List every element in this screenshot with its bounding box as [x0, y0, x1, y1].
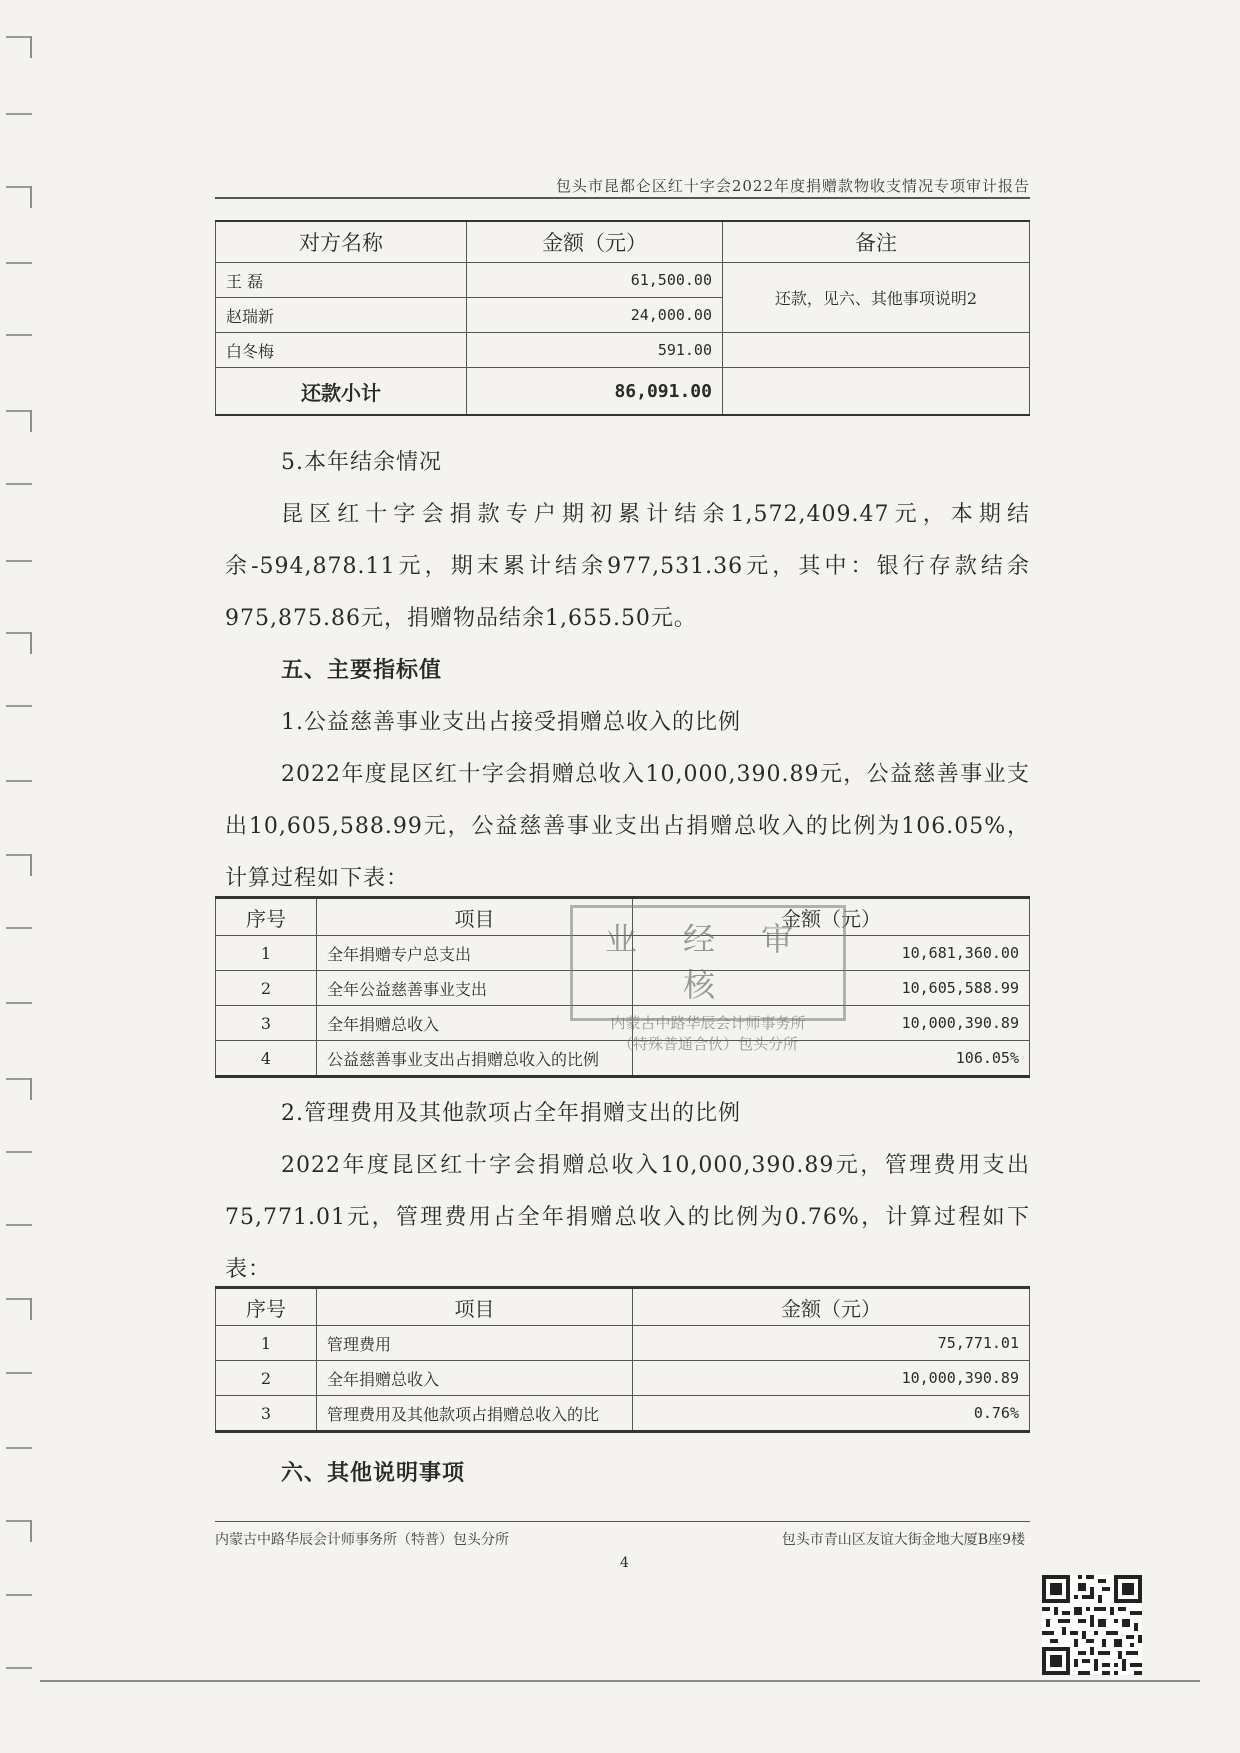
- counterparty-name: 王 磊: [216, 263, 467, 298]
- table-row: [216, 263, 1030, 298]
- amount-cell: 106.05%: [633, 1041, 1030, 1077]
- indicator1-title: 1.公益慈善事业支出占接受捐赠总收入的比例: [281, 710, 741, 735]
- binding-marks: [0, 0, 40, 1753]
- footer-address: 包头市青山区友谊大街金地大厦B座9楼: [781, 1532, 1025, 1548]
- qr-code-icon: [1042, 1575, 1142, 1675]
- other-matters-heading: 六、其他说明事项: [281, 1461, 466, 1486]
- row-number: 4: [216, 1041, 317, 1077]
- amount-cell: 0.76%: [633, 1396, 1030, 1432]
- amount-cell: 10,000,390.89: [633, 1006, 1030, 1041]
- table-row: [216, 333, 1030, 368]
- amount-cell: 61,500.00: [467, 263, 723, 298]
- column-header: 序号: [216, 898, 317, 936]
- remark-cell: 还款，见六、其他事项说明2: [723, 263, 1030, 333]
- row-number: 1: [216, 936, 317, 971]
- table-row: [216, 1361, 1030, 1396]
- stamp-title: 业 经 审 核: [604, 920, 812, 1004]
- indicator2-table: [215, 1286, 1030, 1433]
- row-number: 1: [216, 1326, 317, 1361]
- page-number: 4: [620, 1555, 629, 1571]
- repayment-table: [215, 220, 1030, 416]
- item-cell: 全年公益慈善事业支出: [317, 971, 633, 1006]
- column-header: 序号: [216, 1288, 317, 1326]
- amount-cell: 10,681,360.00: [633, 936, 1030, 971]
- section5-text: 昆区红十字会捐款专户期初累计结余1,572,409.47元，本期结余-594,878.11元，期末累计结余977,531.36元，其中：银行存款结余975,875.86元，捐赠物品结余1,655.50元。: [225, 502, 1030, 631]
- subtotal-label: 还款小计: [216, 368, 467, 416]
- main-indicators-heading: 五、主要指标值: [281, 658, 443, 683]
- column-header: 项目: [317, 898, 633, 936]
- subtotal-amount: 86,091.00: [467, 368, 723, 416]
- row-number: 2: [216, 971, 317, 1006]
- column-header: 金额（元）: [633, 1288, 1030, 1326]
- column-header: 金额（元）: [633, 898, 1030, 936]
- column-header: 备注: [723, 221, 1030, 263]
- stamp-branch: （特殊普通合伙）包头分所: [617, 1035, 798, 1053]
- amount-cell: 24,000.00: [467, 298, 723, 333]
- column-header: 金额（元）: [467, 221, 723, 263]
- indicator2-title: 2.管理费用及其他款项占全年捐赠支出的比例: [281, 1101, 741, 1126]
- item-cell: 管理费用: [317, 1326, 633, 1361]
- counterparty-name: 白冬梅: [216, 333, 467, 368]
- table-row: [216, 1326, 1030, 1361]
- section5-title: 5.本年结余情况: [281, 450, 442, 475]
- column-header: 项目: [317, 1288, 633, 1326]
- amount-cell: 10,000,390.89: [633, 1361, 1030, 1396]
- item-cell: 全年捐赠总收入: [317, 1006, 633, 1041]
- item-cell: 全年捐赠专户总支出: [317, 936, 633, 971]
- subtotal-row: [216, 368, 1030, 416]
- footer-rule: [215, 1521, 1030, 1522]
- scan-edge-rule: [40, 1680, 1200, 1682]
- table-header-row: [216, 1288, 1030, 1326]
- audit-stamp: [570, 905, 846, 1053]
- column-header: 对方名称: [216, 221, 467, 263]
- amount-cell: 591.00: [467, 333, 723, 368]
- stamp-firm: 内蒙古中路华辰会计师事务所: [610, 1014, 806, 1032]
- counterparty-name: 赵瑞新: [216, 298, 467, 333]
- indicator1-text: 2022年度昆区红十字会捐赠总收入10,000,390.89元，公益慈善事业支出10,605,588.99元，公益慈善事业支出占捐赠总收入的比例为106.05%，计算过程如下表：: [225, 762, 1030, 891]
- amount-cell: 75,771.01: [633, 1326, 1030, 1361]
- row-number: 3: [216, 1396, 317, 1432]
- header-rule: [215, 197, 1030, 199]
- indicator2-text: 2022年度昆区红十字会捐赠总收入10,000,390.89元，管理费用支出75,771.01元，管理费用占全年捐赠总收入的比例为0.76%，计算过程如下表：: [225, 1153, 1030, 1282]
- item-cell: 公益慈善事业支出占捐赠总收入的比例: [317, 1041, 633, 1077]
- remark-cell: [723, 333, 1030, 368]
- row-number: 3: [216, 1006, 317, 1041]
- table-header-row: [216, 221, 1030, 263]
- item-cell: 全年捐赠总收入: [317, 1361, 633, 1396]
- table-row: [216, 1396, 1030, 1432]
- remark-cell: [723, 368, 1030, 416]
- item-cell: 管理费用及其他款项占捐赠总收入的比: [317, 1396, 633, 1432]
- report-header: 包头市昆都仑区红十字会2022年度捐赠款物收支情况专项审计报告: [555, 177, 1030, 195]
- row-number: 2: [216, 1361, 317, 1396]
- amount-cell: 10,605,588.99: [633, 971, 1030, 1006]
- footer-firm: 内蒙古中路华辰会计师事务所（特普）包头分所: [215, 1532, 509, 1548]
